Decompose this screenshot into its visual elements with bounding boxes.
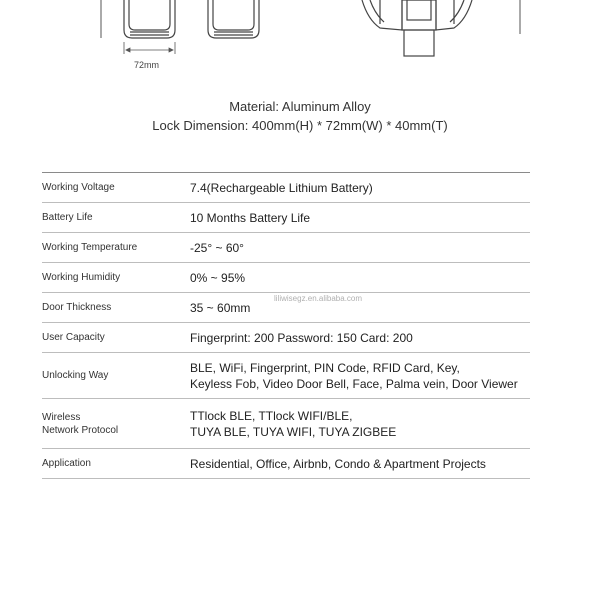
spec-value-line: TTlock BLE, TTlock WIFI/BLE,	[190, 408, 353, 423]
spec-row	[42, 323, 530, 353]
spec-label: Working Temperature	[42, 242, 138, 253]
spec-row	[42, 353, 530, 399]
lock-dimension-text: Lock Dimension: 400mm(H) * 72mm(W) * 40mm(T)	[152, 118, 448, 133]
spec-value: 35 ~ 60mm	[190, 300, 251, 315]
material-info	[0, 97, 600, 135]
spec-row	[42, 203, 530, 233]
side-view	[362, 0, 472, 56]
spec-value: Fingerprint: 200 Password: 150 Card: 200	[190, 330, 413, 345]
spec-row	[42, 399, 530, 449]
spec-row	[42, 449, 530, 479]
spec-value: -25° ~ 60°	[190, 240, 244, 255]
spec-label: Application	[42, 458, 91, 469]
spec-table	[42, 172, 530, 479]
spec-label-line: Network Protocol	[42, 424, 119, 436]
back-view	[208, 0, 259, 38]
spec-label	[42, 399, 190, 449]
spec-row	[42, 173, 530, 203]
spec-label: User Capacity	[42, 332, 105, 343]
spec-row	[42, 233, 530, 263]
spec-value	[190, 399, 530, 449]
spec-value: Residential, Office, Airbnb, Condo & Apartment Projects	[190, 456, 486, 471]
spec-label: Battery Life	[42, 212, 93, 223]
front-view	[124, 0, 175, 38]
spec-label: Door Thickness	[42, 302, 112, 313]
spec-value	[190, 353, 530, 399]
lock-technical-drawing	[0, 0, 600, 90]
width-dimension	[124, 42, 175, 54]
spec-label: Working Voltage	[42, 182, 115, 193]
watermark: liliwisegz.en.alibaba.com	[274, 294, 363, 303]
spec-value: 0% ~ 95%	[190, 270, 246, 285]
material-text: Material: Aluminum Alloy	[229, 99, 371, 114]
spec-label: Unlocking Way	[42, 370, 109, 381]
spec-value-line: TUYA BLE, TUYA WIFI, TUYA ZIGBEE	[190, 424, 397, 439]
spec-value-line: Keyless Fob, Video Door Bell, Face, Palma vein, Door Viewer	[190, 376, 518, 391]
spec-value: 7.4(Rechargeable Lithium Battery)	[190, 180, 373, 195]
spec-value-line: BLE, WiFi, Fingerprint, PIN Code, RFID Card, Key,	[190, 360, 460, 375]
spec-label-line: Wireless	[42, 411, 81, 423]
width-dimension-label: 72mm	[134, 60, 160, 70]
spec-label: Working Humidity	[42, 272, 121, 283]
spec-value: 10 Months Battery Life	[190, 210, 311, 225]
spec-row	[42, 263, 530, 293]
